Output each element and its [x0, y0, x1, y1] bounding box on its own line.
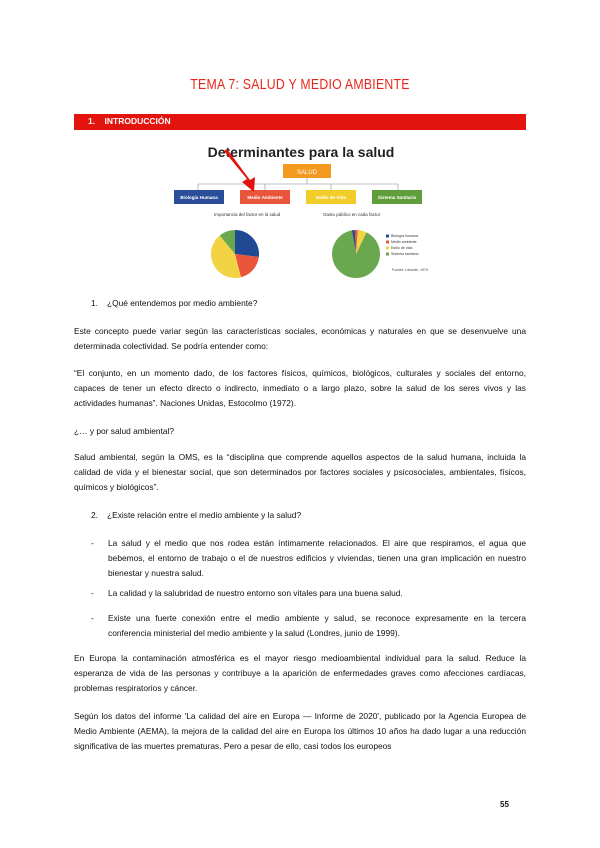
bullet-dash: - [91, 588, 94, 598]
pie-legend [386, 234, 419, 256]
pie2-label: Gasto público en cada factor [323, 212, 381, 217]
page-number: 55 [500, 800, 509, 809]
bullet-text: La calidad y la salubridad de nuestro entorno son vitales para una buena salud. [108, 588, 403, 598]
legend-label: Biología humana [391, 234, 418, 238]
legend-label: Medio ambiente [391, 240, 417, 244]
legend-swatch [386, 253, 389, 256]
question-2-number: 2. [91, 510, 98, 520]
legend-swatch [386, 241, 389, 244]
tree-connectors [198, 178, 398, 190]
question-2 [91, 510, 301, 520]
question-2-text: ¿Existe relación entre el medio ambiente y la salud? [107, 510, 302, 520]
paragraph-europe: En Europa la contaminación atmosférica es el mayor riesgo medioambiental individual para la salud. Reduce la esperanza de vida de las personas y contribuye a la aparición de enfermedades graves como afecciones cardíacas, problemas respiratorios y cáncer. [74, 653, 526, 693]
list-item [91, 611, 526, 641]
bullet-text: Existe una fuerte conexión entre el medio ambiente y salud, se reconoce expresamente en la tercera conferencia ministerial del medio ambiente y la salud (Londres, junio de 1999). [108, 613, 526, 638]
section-number: 1. [88, 116, 96, 126]
determinant-box-label: Sistema Sanitario [377, 195, 417, 200]
determinant-box-label: Medio Ambiente [247, 195, 283, 200]
pie-slice [235, 230, 259, 257]
paragraph-quote: “El conjunto, en un momento dado, de los factores físicos, químicos, biológicos, culturales y sociales del entorno, capaces de tener un efecto directo o indirecto, inmediato o a largo plazo, sobre la salud de los seres vivos y las actividades humanas”. Naciones Unidas, Estocolmo (1972). [74, 368, 526, 408]
legend-swatch [386, 235, 389, 238]
determinant-box-label: Biología Humana [180, 195, 218, 200]
list-item [91, 536, 526, 581]
determinants-figure [170, 140, 432, 280]
section-header [74, 114, 526, 130]
section-label: INTRODUCCIÓN [104, 116, 171, 126]
paragraph-report: Según los datos del informe 'La calidad del aire en Europa — Informe de 2020', publicado por la Agencia Europea de Medio Ambiente (AEMA), la mejora de la calidad del aire en Europa los últimos 10 años ha dado lugar a una reducción significativa de las muertes prematuras. Pero a pesar de ello, casi todos los europeos [74, 711, 526, 751]
determinant-box-label: Estilo de Vida [315, 195, 347, 200]
pie-spending [332, 230, 380, 278]
pie-source: Fuente: Lalonde, 1974 [392, 268, 428, 272]
salud-box-label: SALUD [296, 170, 318, 176]
paragraph-oms: Salud ambiental, según la OMS, es la “disciplina que comprende aquellos aspectos de la salud humana, incluida la calidad de vida y el bienestar social, que son determinados por factores sociales y psicosociales, ambientales, físicos, químicos y biológicos”. [74, 452, 526, 492]
figure-title: Determinantes para la salud [207, 144, 395, 160]
pie-importance [211, 230, 259, 278]
pie1-label: Importancia del factor en la salud [214, 212, 281, 217]
page-title: TEMA 7: SALUD Y MEDIO AMBIENTE [190, 76, 410, 93]
question-1 [91, 298, 257, 308]
paragraph-subquestion: ¿… y por salud ambiental? [74, 426, 175, 436]
legend-label: Sistema sanitario [391, 252, 419, 256]
bullet-dash: - [91, 613, 94, 623]
section-heading [88, 116, 171, 126]
paragraph-1: Este concepto puede variar según las características sociales, económicas y naturales en que se desenvuelve una determinada colectividad. Se podría entender como: [74, 326, 526, 351]
question-1-number: 1. [91, 298, 98, 308]
legend-swatch [386, 247, 389, 250]
question-1-text: ¿Qué entendemos por medio ambiente? [107, 298, 258, 308]
bullet-text: La salud y el medio que nos rodea están íntimamente relacionados. El aire que respiramos, el agua que bebemos, el entorno de trabajo o el de nuestros edificios y viviendas, tienen una gran implicación en nuestro bienestar y nuestra salud. [108, 538, 526, 578]
legend-label: Estilo de vida [391, 246, 413, 250]
bullet-dash: - [91, 538, 94, 548]
list-item [91, 586, 526, 601]
